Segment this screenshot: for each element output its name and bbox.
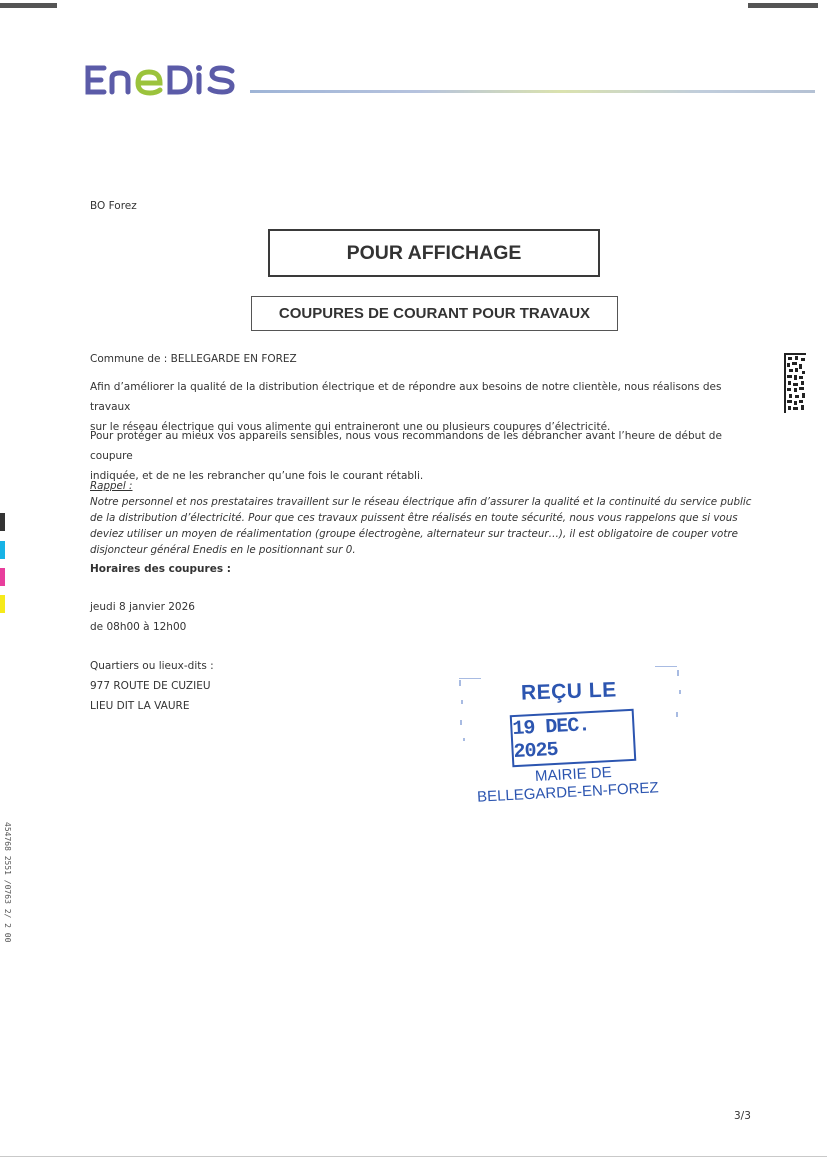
stamp-mairie-line: MAIRIE DE [534, 764, 613, 785]
rappel-line: de la distribution d’électricité. Pour que ces travaux puissent être réalisés en toute sécurité, nous vous rappelons que si vous [90, 512, 738, 524]
commune-line: Commune de : BELLEGARDE EN FOREZ [90, 353, 297, 365]
outage-date: jeudi 8 janvier 2026 [90, 601, 195, 613]
color-bar-black [0, 513, 5, 531]
paragraph-line: indiquée, et de ne les rebrancher qu’une fois le courant rétabli. [90, 470, 424, 482]
paragraph-line: Pour protéger au mieux vos appareils sensibles, nous vous recommandons de les débrancher avant l’heure de début de coupure [90, 430, 722, 462]
color-bar-cyan [0, 541, 5, 559]
quartier-item: 977 ROUTE DE CUZIEU [90, 680, 211, 692]
rappel-label: Rappel : [90, 480, 133, 492]
rappel-line: Notre personnel et nos prestataires travaillent sur le réseau électrique afin d’assurer la qualité et la continuité du service public [90, 496, 752, 508]
scan-mark-left [0, 3, 57, 8]
subtitle-box [251, 296, 618, 331]
color-bar-yellow [0, 595, 5, 613]
horaires-heading: Horaires des coupures : [90, 563, 231, 575]
side-scan-code: 454768 2551 /0763 2/ 2 00 [3, 822, 12, 943]
sender-label: BO Forez [90, 200, 137, 212]
subtitle-text: COUPURES DE COURANT POUR TRAVAUX [278, 305, 591, 322]
quartier-item: LIEU DIT LA VAURE [90, 700, 190, 712]
stamp-commune-line: BELLEGARDE-EN-FOREZ [476, 779, 660, 806]
title-text: POUR AFFICHAGE [346, 241, 522, 264]
paragraph-protection [90, 426, 755, 486]
stamp-received-label: REÇU LE [520, 678, 618, 705]
outage-time: de 08h00 à 12h00 [90, 621, 187, 633]
stamp-date-box [510, 709, 637, 767]
scan-bottom-edge [0, 1156, 827, 1157]
stamp-date: 19 DEC. 2025 [511, 714, 590, 765]
quartiers-heading: Quartiers ou lieux-dits : [90, 660, 214, 672]
rappel-block [90, 478, 755, 558]
title-box [268, 229, 600, 277]
paragraph-line: Afin d’améliorer la qualité de la distribution électrique et de répondre aux besoins de notre clientèle, nous réalisons des travaux [90, 381, 722, 413]
page-number: 3/3 [734, 1110, 751, 1122]
header-rule [250, 90, 815, 93]
enedis-logo [82, 58, 242, 102]
qr-code [784, 353, 806, 413]
paragraph-line: sur le réseau électrique qui vous alimente qui entraineront une ou plusieurs coupures d’électricité. [90, 421, 611, 433]
rappel-line: deviez utiliser un moyen de réalimentation (groupe électrogène, alternateur sur tracteur…), il est obligatoire de couper votre [90, 528, 738, 540]
rappel-line: disjoncteur général Enedis en le positionnant sur 0. [90, 544, 356, 556]
scan-mark-right [748, 3, 818, 8]
reception-stamp [455, 660, 695, 830]
color-bar-magenta [0, 568, 5, 586]
